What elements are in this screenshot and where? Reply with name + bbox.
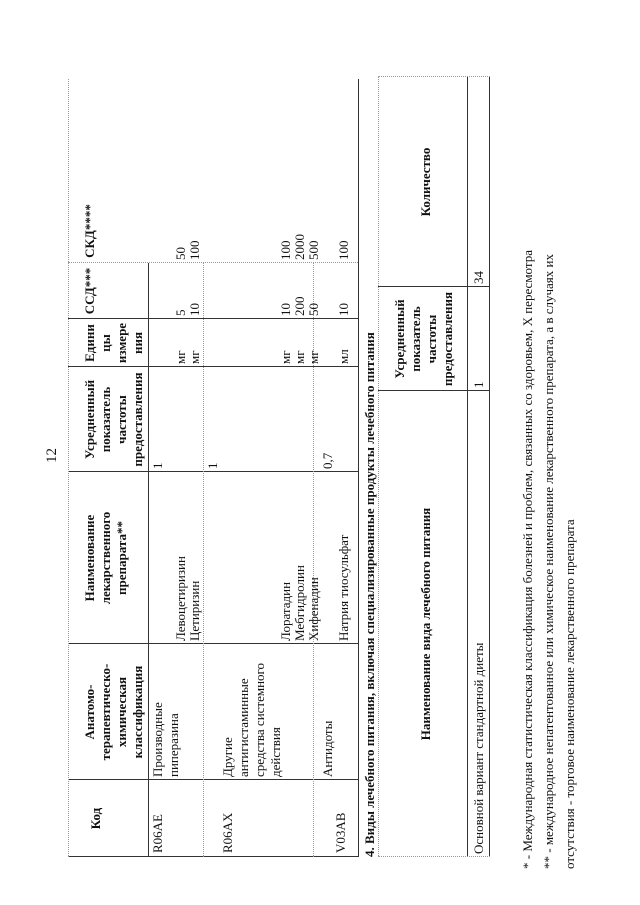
diet-border-bottom: [489, 77, 490, 857]
footnote-2: ** - международное непатентованное или химическое наименование лекарственного препарата, а в случаях их: [541, 254, 556, 869]
footnote-3: отсутствия - торговое наименование лекарственного препарата: [562, 519, 577, 869]
drug-ssd: 5: [173, 309, 188, 316]
drug-name: Левоцетиризин: [173, 556, 188, 641]
drug-ssd: 50: [306, 303, 321, 316]
header-frequency: Усредненный показатель частоты предоставления: [82, 372, 145, 467]
diet-header-divider: [467, 77, 468, 857]
header-code: [88, 780, 104, 857]
drug-unit: мг: [292, 350, 307, 364]
drug-name: Цетиризин: [187, 580, 202, 641]
diet-header-quantity: Количество: [418, 147, 433, 217]
diet-header-name: Наименование вида лечебного питания: [418, 507, 433, 741]
drug-unit: мг: [173, 350, 188, 364]
drug-name: Мебгидролин: [292, 565, 307, 641]
drug-table: [68, 79, 358, 857]
drug-unit: мл: [336, 349, 351, 364]
group-frequency: 1: [205, 462, 220, 469]
drug-skd: 100: [278, 240, 293, 260]
drug-ssd: 10: [336, 303, 351, 316]
group-frequency: 0,7: [320, 452, 335, 469]
diet-border-top: [378, 77, 379, 857]
drug-skd: 100: [336, 240, 351, 260]
diet-border-left: [378, 856, 490, 857]
group-divider-1: [203, 263, 204, 857]
table-border-bottom: [358, 79, 359, 857]
header-code-text: Код: [88, 807, 103, 830]
table-border-left: [68, 856, 358, 857]
header-ssd: ССД***: [82, 267, 97, 315]
diet-table: [378, 77, 490, 857]
table-border-top: [68, 79, 69, 857]
group-code: V03AB: [333, 812, 348, 853]
group-code: R06AX: [220, 812, 235, 853]
drug-name: Лоратадин: [278, 581, 293, 641]
header-units: Едини цы измере ния: [82, 322, 145, 364]
header-atc: Анатомо- терапевтическо- химическая классификация: [82, 663, 145, 761]
drug-ssd: 10: [278, 303, 293, 316]
group-code: R06AE: [150, 814, 165, 853]
drug-unit: мг: [278, 350, 293, 364]
drug-skd: 500: [306, 240, 321, 260]
page-number: 12: [44, 448, 60, 463]
drug-skd: 50: [173, 247, 188, 260]
drug-ssd: 10: [187, 303, 202, 316]
group-frequency: 1: [150, 462, 165, 469]
group-atc: Другие антигистаминные средства системного действия: [220, 662, 283, 777]
diet-row-quantity: 34: [471, 271, 486, 284]
header-skd: СКД****: [82, 204, 97, 258]
header-drug: Наименование лекарственного препарата**: [82, 511, 129, 605]
drug-unit: мг: [306, 350, 321, 364]
header-divider: [148, 263, 149, 857]
diet-row-name: Основной вариант стандартной диеты: [471, 642, 486, 854]
drug-unit: мг: [187, 350, 202, 364]
col-divider-ssd: [68, 262, 358, 263]
diet-header-frequency: Усредненный показатель частоты предоставления: [392, 291, 455, 387]
footnote-1: * - Международная статистическая классификация болезней и проблем, связанных со здоровьем, X пересмотра: [520, 250, 535, 869]
drug-skd: 2000: [292, 234, 307, 260]
diet-row-frequency: 1: [471, 381, 486, 388]
drug-name: Натрия тиосульфат: [336, 534, 351, 641]
drug-ssd: 200: [292, 296, 307, 316]
drug-skd: 100: [187, 240, 202, 260]
drug-name: Хифенадин: [306, 577, 321, 641]
diet-border-right: [378, 76, 490, 77]
section-4-title: 4. Виды лечебного питания, включая специализированные продукты лечебного питания: [362, 332, 377, 857]
group-atc: Производные пиперазина: [150, 702, 181, 777]
group-atc: Антидоты: [320, 720, 335, 777]
